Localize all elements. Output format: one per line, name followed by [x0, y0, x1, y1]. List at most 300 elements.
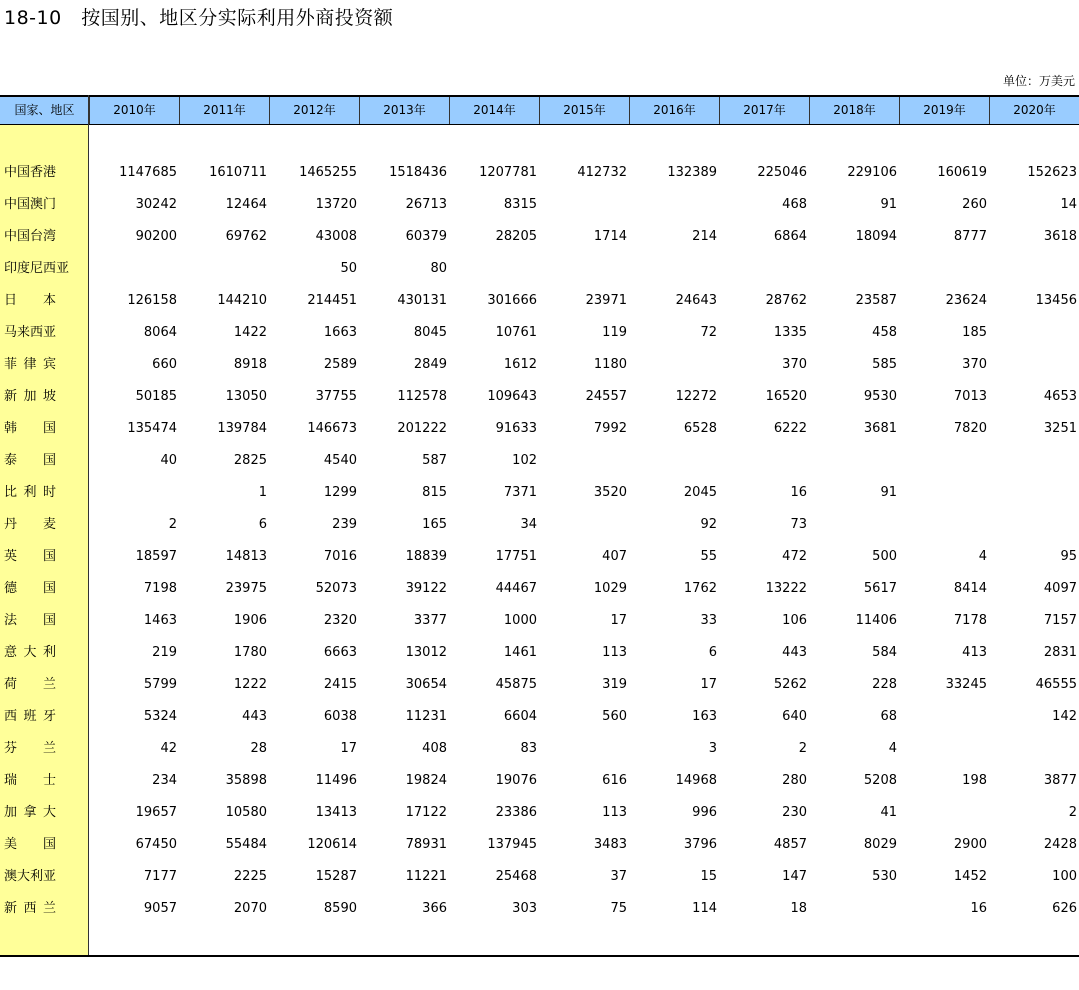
table-cell: 2045 [683, 485, 717, 500]
table-cell: 7992 [593, 421, 627, 436]
table-row [0, 797, 1079, 829]
table-cell: 458 [872, 325, 897, 340]
table-cell: 407 [602, 549, 627, 564]
table-cell: 23386 [495, 805, 537, 820]
table-cell: 113 [602, 805, 627, 820]
table-row [0, 701, 1079, 733]
table-cell: 90200 [135, 229, 177, 244]
table-cell [899, 253, 989, 285]
table-cell: 1612 [503, 357, 537, 372]
table-cell: 1180 [593, 357, 627, 372]
table-cell: 1461 [503, 645, 537, 660]
table-cell: 6222 [773, 421, 807, 436]
table-row [0, 285, 1079, 317]
table-cell: 6 [708, 645, 717, 660]
table-cell: 120614 [307, 837, 357, 852]
table-cell: 17122 [405, 805, 447, 820]
table-cell: 996 [692, 805, 717, 820]
table-row [0, 637, 1079, 669]
table-cell: 45875 [495, 677, 537, 692]
table-cell: 260 [962, 197, 987, 212]
table-cell: 135474 [127, 421, 177, 436]
table-cell: 114 [692, 901, 717, 916]
table-cell: 18839 [405, 549, 447, 564]
table-row [0, 509, 1079, 541]
table-cell: 6038 [323, 709, 357, 724]
table-row [0, 669, 1079, 701]
header-year: 2018年 [809, 95, 899, 125]
table-cell: 585 [872, 357, 897, 372]
table-cell: 152623 [1027, 165, 1077, 180]
table-cell: 1422 [233, 325, 267, 340]
table-cell: 1465255 [299, 165, 357, 180]
table-cell: 5208 [863, 773, 897, 788]
table-cell: 92 [700, 517, 717, 532]
table-row [0, 253, 1079, 285]
table-cell: 144210 [217, 293, 267, 308]
table-cell [899, 477, 989, 509]
table-cell: 587 [422, 453, 447, 468]
table-cell: 4097 [1043, 581, 1077, 596]
row-region-name: 印度尼西亚 [4, 261, 70, 276]
table-cell: 584 [872, 645, 897, 660]
table-row [0, 413, 1079, 445]
table-cell: 408 [422, 741, 447, 756]
table-cell: 24557 [585, 389, 627, 404]
table-cell: 13222 [765, 581, 807, 596]
table-cell: 2225 [233, 869, 267, 884]
table-cell: 42 [160, 741, 177, 756]
table-cell: 4857 [773, 837, 807, 852]
table-row [0, 573, 1079, 605]
table-cell: 17751 [495, 549, 537, 564]
table-cell: 640 [782, 709, 807, 724]
table-cell: 43008 [315, 229, 357, 244]
table-cell: 147 [782, 869, 807, 884]
table-cell [539, 189, 629, 221]
table-cell: 83 [520, 741, 537, 756]
row-region-name: 澳大利亚 [4, 869, 57, 884]
table-cell: 109643 [487, 389, 537, 404]
header-year: 2016年 [629, 95, 719, 125]
table-cell: 1 [258, 485, 267, 500]
table-cell [89, 253, 179, 285]
table-cell: 16 [790, 485, 807, 500]
table-row [0, 381, 1079, 413]
table-cell: 15 [700, 869, 717, 884]
table-cell: 626 [1052, 901, 1077, 916]
table-cell: 26713 [405, 197, 447, 212]
table-cell: 91633 [495, 421, 537, 436]
table-cell: 214451 [307, 293, 357, 308]
table-cell: 2415 [323, 677, 357, 692]
table-cell: 1610711 [209, 165, 267, 180]
table-cell: 1222 [233, 677, 267, 692]
table-cell: 2070 [233, 901, 267, 916]
table-cell: 11231 [405, 709, 447, 724]
table-cell: 30242 [135, 197, 177, 212]
table-cell: 100 [1052, 869, 1077, 884]
table-cell: 2825 [233, 453, 267, 468]
table-cell: 16520 [765, 389, 807, 404]
table-cell: 430131 [397, 293, 447, 308]
table-cell: 2 [798, 741, 807, 756]
table-cell: 3483 [593, 837, 627, 852]
table-cell: 14968 [675, 773, 717, 788]
table-cell: 5262 [773, 677, 807, 692]
header-bottom-border [0, 124, 1079, 125]
table-bottom-border [0, 955, 1079, 957]
table-cell: 1207781 [479, 165, 537, 180]
table-cell [539, 509, 629, 541]
table-cell: 500 [872, 549, 897, 564]
table-cell: 24643 [675, 293, 717, 308]
table-cell [629, 349, 719, 381]
table-cell: 366 [422, 901, 447, 916]
table-cell: 72 [700, 325, 717, 340]
table-cell: 10580 [225, 805, 267, 820]
table-cell [899, 701, 989, 733]
table-cell: 2849 [413, 357, 447, 372]
row-region-name: 新 加 坡 [4, 389, 56, 404]
table-row [0, 317, 1079, 349]
table-cell: 91 [880, 197, 897, 212]
table-cell: 560 [602, 709, 627, 724]
table-cell: 234 [152, 773, 177, 788]
table-cell: 4 [978, 549, 987, 564]
header-year: 2017年 [719, 95, 809, 125]
table-cell: 239 [332, 517, 357, 532]
table-cell: 2428 [1043, 837, 1077, 852]
table-cell: 18597 [135, 549, 177, 564]
row-region-name: 瑞 士 [4, 773, 56, 788]
table-cell: 3796 [683, 837, 717, 852]
table-cell: 16 [970, 901, 987, 916]
table-row [0, 349, 1079, 381]
table-cell [809, 893, 899, 925]
table-cell: 163 [692, 709, 717, 724]
table-cell: 6 [258, 517, 267, 532]
table-cell [809, 509, 899, 541]
table-cell: 28205 [495, 229, 537, 244]
table-cell: 68 [880, 709, 897, 724]
table-cell: 2320 [323, 613, 357, 628]
table-cell: 280 [782, 773, 807, 788]
table-cell: 78931 [405, 837, 447, 852]
table-cell: 468 [782, 197, 807, 212]
table-cell: 19657 [135, 805, 177, 820]
row-region-name: 荷 兰 [4, 677, 56, 692]
row-region-name: 菲 律 宾 [4, 357, 56, 372]
table-cell: 616 [602, 773, 627, 788]
table-cell: 1780 [233, 645, 267, 660]
table-cell [989, 477, 1079, 509]
table-cell: 303 [512, 901, 537, 916]
table-cell: 113 [602, 645, 627, 660]
table-row [0, 765, 1079, 797]
table-cell: 3520 [593, 485, 627, 500]
table-cell: 126158 [127, 293, 177, 308]
table-cell: 9530 [863, 389, 897, 404]
table-cell [539, 733, 629, 765]
table-cell [629, 445, 719, 477]
table-cell: 132389 [667, 165, 717, 180]
row-region-name: 芬 兰 [4, 741, 56, 756]
table-cell [449, 253, 539, 285]
table-cell: 185 [962, 325, 987, 340]
table-cell: 18094 [855, 229, 897, 244]
table-cell: 2 [1068, 805, 1077, 820]
table-cell: 7016 [323, 549, 357, 564]
table-cell: 1029 [593, 581, 627, 596]
row-region-name: 中国澳门 [4, 197, 57, 212]
row-region-name: 法 国 [4, 613, 56, 628]
table-cell [899, 733, 989, 765]
table-cell: 37 [610, 869, 627, 884]
table-cell: 73 [790, 517, 807, 532]
table-cell: 8315 [503, 197, 537, 212]
table-row [0, 829, 1079, 861]
table-cell: 815 [422, 485, 447, 500]
row-region-name: 比 利 时 [4, 485, 56, 500]
table-cell: 1906 [233, 613, 267, 628]
table-cell: 69762 [225, 229, 267, 244]
table-cell: 8045 [413, 325, 447, 340]
table-cell: 33 [700, 613, 717, 628]
row-region-name: 马来西亚 [4, 325, 57, 340]
table-cell [629, 253, 719, 285]
table-cell [719, 253, 809, 285]
row-region-name: 加 拿 大 [4, 805, 56, 820]
unit-label: 单位：万美元 [1002, 74, 1075, 88]
table-row [0, 541, 1079, 573]
table-cell: 17 [340, 741, 357, 756]
table-cell: 13413 [315, 805, 357, 820]
table-cell: 165 [422, 517, 447, 532]
table-cell: 8918 [233, 357, 267, 372]
table-cell: 660 [152, 357, 177, 372]
table-cell: 214 [692, 229, 717, 244]
table-cell: 11406 [855, 613, 897, 628]
table-cell [899, 445, 989, 477]
table-cell: 11221 [405, 869, 447, 884]
header-year: 2013年 [359, 95, 449, 125]
row-region-name: 新 西 兰 [4, 901, 56, 916]
table-cell: 8414 [953, 581, 987, 596]
table-cell: 1335 [773, 325, 807, 340]
table-cell: 19824 [405, 773, 447, 788]
table-cell: 412732 [577, 165, 627, 180]
table-cell: 1762 [683, 581, 717, 596]
table-cell: 6864 [773, 229, 807, 244]
table-cell [809, 253, 899, 285]
table-cell: 137945 [487, 837, 537, 852]
table-row [0, 445, 1079, 477]
table-cell: 8590 [323, 901, 357, 916]
table-cell [899, 797, 989, 829]
table-cell: 112578 [397, 389, 447, 404]
table-cell: 40 [160, 453, 177, 468]
table-cell: 301666 [487, 293, 537, 308]
table-row [0, 893, 1079, 925]
table-title: 18-10 按国别、地区分实际利用外商投资额 [4, 7, 394, 29]
table-cell: 10761 [495, 325, 537, 340]
table-row [0, 733, 1079, 765]
table-cell: 1452 [953, 869, 987, 884]
table-cell: 1714 [593, 229, 627, 244]
table-cell: 6663 [323, 645, 357, 660]
table-cell: 4653 [1043, 389, 1077, 404]
table-cell: 13050 [225, 389, 267, 404]
table-cell: 25468 [495, 869, 537, 884]
table-cell: 28762 [765, 293, 807, 308]
table-cell: 443 [242, 709, 267, 724]
table-cell: 228 [872, 677, 897, 692]
table-cell: 17 [610, 613, 627, 628]
table-cell: 201222 [397, 421, 447, 436]
table-cell: 229106 [847, 165, 897, 180]
table-cell: 17 [700, 677, 717, 692]
row-region-name: 丹 麦 [4, 517, 56, 532]
row-region-name: 中国台湾 [4, 229, 57, 244]
table-cell [539, 445, 629, 477]
table-cell [809, 445, 899, 477]
table-cell: 15287 [315, 869, 357, 884]
table-cell: 5617 [863, 581, 897, 596]
table-cell: 7820 [953, 421, 987, 436]
table-cell: 7157 [1043, 613, 1077, 628]
row-region-name: 德 国 [4, 581, 56, 596]
table-cell: 4 [888, 741, 897, 756]
table-cell: 35898 [225, 773, 267, 788]
table-cell: 55 [700, 549, 717, 564]
table-row [0, 861, 1079, 893]
row-region-name: 日 本 [4, 293, 56, 308]
table-cell: 160619 [937, 165, 987, 180]
table-cell: 7178 [953, 613, 987, 628]
table-cell: 19076 [495, 773, 537, 788]
table-row [0, 189, 1079, 221]
table-cell: 4540 [323, 453, 357, 468]
header-year: 2011年 [179, 95, 269, 125]
table-cell: 75 [610, 901, 627, 916]
table-cell: 3377 [413, 613, 447, 628]
table-header [0, 95, 1079, 125]
table-cell [539, 253, 629, 285]
table-cell [719, 445, 809, 477]
table-cell: 8777 [953, 229, 987, 244]
table-cell: 3681 [863, 421, 897, 436]
table-cell: 11496 [315, 773, 357, 788]
table-cell: 2 [168, 517, 177, 532]
table-cell: 50 [340, 261, 357, 276]
table-cell: 319 [602, 677, 627, 692]
row-region-name: 美 国 [4, 837, 56, 852]
table-cell: 142 [1052, 709, 1077, 724]
table-cell: 46555 [1035, 677, 1077, 692]
table-cell: 2831 [1043, 645, 1077, 660]
table-cell: 472 [782, 549, 807, 564]
table-cell: 34 [520, 517, 537, 532]
table-cell: 5799 [143, 677, 177, 692]
table-cell: 7177 [143, 869, 177, 884]
table-cell: 9057 [143, 901, 177, 916]
table-cell: 37755 [315, 389, 357, 404]
table-cell: 3618 [1043, 229, 1077, 244]
table-cell: 7198 [143, 581, 177, 596]
row-region-name: 英 国 [4, 549, 56, 564]
table-cell: 67450 [135, 837, 177, 852]
table-cell [989, 445, 1079, 477]
header-year: 2014年 [449, 95, 539, 125]
table-cell: 13456 [1035, 293, 1077, 308]
header-year: 2015年 [539, 95, 629, 125]
table-cell: 39122 [405, 581, 447, 596]
header-year: 2012年 [269, 95, 359, 125]
table-cell: 33245 [945, 677, 987, 692]
table-cell: 1299 [323, 485, 357, 500]
table-cell: 1147685 [119, 165, 177, 180]
table-cell [989, 509, 1079, 541]
table-cell: 55484 [225, 837, 267, 852]
table-cell: 1463 [143, 613, 177, 628]
table-cell: 50185 [135, 389, 177, 404]
table-cell: 370 [962, 357, 987, 372]
table-cell: 7371 [503, 485, 537, 500]
table-cell: 12464 [225, 197, 267, 212]
table-cell: 530 [872, 869, 897, 884]
row-region-name: 泰 国 [4, 453, 56, 468]
table-cell: 139784 [217, 421, 267, 436]
table-cell [629, 189, 719, 221]
table-cell: 230 [782, 805, 807, 820]
table-cell: 1518436 [389, 165, 447, 180]
table-cell: 8064 [143, 325, 177, 340]
table-cell [899, 509, 989, 541]
table-cell [989, 349, 1079, 381]
table-cell: 370 [782, 357, 807, 372]
header-year: 2020年 [989, 95, 1079, 125]
table-cell: 13720 [315, 197, 357, 212]
table-cell: 41 [880, 805, 897, 820]
table-cell: 95 [1060, 549, 1077, 564]
table-cell: 23971 [585, 293, 627, 308]
table-cell [989, 253, 1079, 285]
table-cell: 12272 [675, 389, 717, 404]
table-cell: 13012 [405, 645, 447, 660]
table-cell [989, 733, 1079, 765]
table-cell: 225046 [757, 165, 807, 180]
table-cell: 443 [782, 645, 807, 660]
table-row [0, 605, 1079, 637]
header-year: 2019年 [899, 95, 989, 125]
table-cell: 14813 [225, 549, 267, 564]
table-cell: 8029 [863, 837, 897, 852]
table-cell: 198 [962, 773, 987, 788]
table-cell: 30654 [405, 677, 447, 692]
table-cell: 2589 [323, 357, 357, 372]
table-row [0, 221, 1079, 253]
table-cell: 3 [708, 741, 717, 756]
header-region: 国家、地区 [0, 95, 89, 125]
table-cell: 7013 [953, 389, 987, 404]
header-year: 2010年 [89, 95, 179, 125]
table-cell [89, 477, 179, 509]
table-row [0, 157, 1079, 189]
table-cell [179, 253, 269, 285]
row-region-name: 中国香港 [4, 165, 57, 180]
table-cell: 6528 [683, 421, 717, 436]
